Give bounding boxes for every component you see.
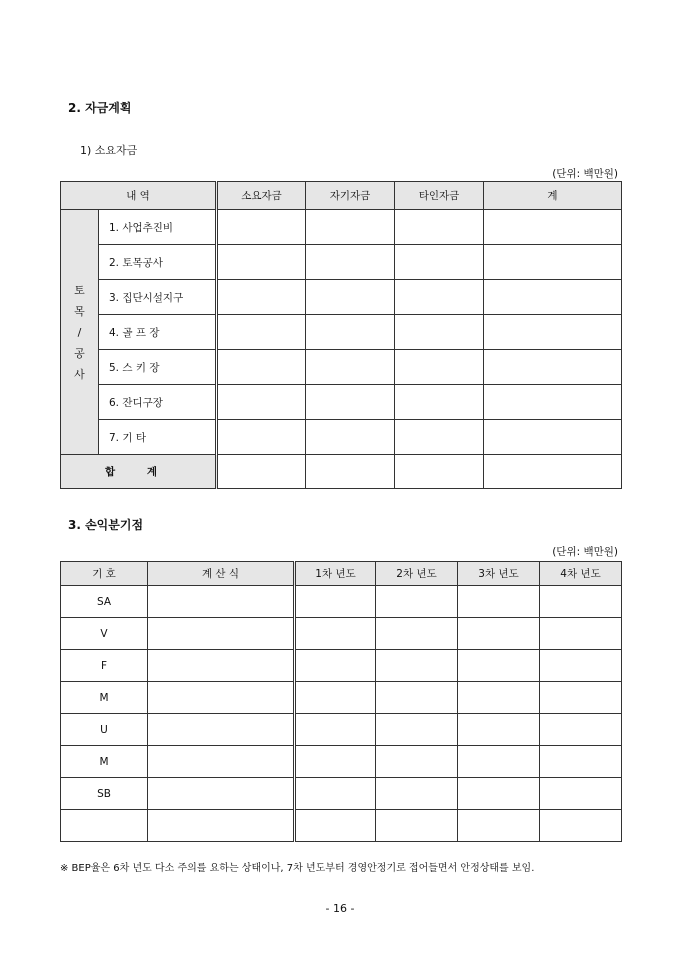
cell	[540, 650, 622, 682]
formula-cell	[148, 586, 295, 618]
cell	[217, 350, 306, 385]
cell	[458, 746, 540, 778]
cell	[395, 420, 484, 455]
footnote: ※ BEP율은 6차 년도 다소 주의를 요하는 상태이나, 7차 년도부터 경영안정기로 접어들면서 안정상태를 보임.	[60, 863, 535, 874]
cell	[295, 714, 376, 746]
cell	[376, 586, 458, 618]
cell	[458, 682, 540, 714]
cell	[217, 455, 306, 489]
cell	[306, 455, 395, 489]
cell	[306, 420, 395, 455]
header-item: 내 역	[61, 182, 217, 210]
side-label-char: 토	[74, 283, 85, 297]
cell	[540, 682, 622, 714]
cell	[395, 280, 484, 315]
formula-cell	[148, 618, 295, 650]
symbol-cell: F	[61, 650, 148, 682]
header-formula: 계 산 식	[148, 562, 295, 586]
cell	[458, 650, 540, 682]
header-year-4: 4차 년도	[540, 562, 622, 586]
page-number: - 16 -	[325, 902, 355, 915]
cell	[540, 714, 622, 746]
cell	[395, 455, 484, 489]
side-label-char: 사	[74, 367, 85, 381]
row-label: 2. 토목공사	[99, 245, 217, 280]
funding-table	[60, 181, 622, 489]
cell	[484, 420, 622, 455]
cell	[217, 280, 306, 315]
row-label: 5. 스 키 장	[99, 350, 217, 385]
cell	[376, 714, 458, 746]
cell	[484, 455, 622, 489]
cell	[376, 682, 458, 714]
section-2-title: 2. 자금계획	[68, 101, 132, 115]
cell	[484, 280, 622, 315]
cell	[295, 746, 376, 778]
formula-cell	[148, 714, 295, 746]
cell	[217, 210, 306, 245]
formula-cell	[148, 778, 295, 810]
formula-cell	[148, 682, 295, 714]
cell	[217, 385, 306, 420]
header-symbol: 기 호	[61, 562, 148, 586]
cell	[306, 315, 395, 350]
side-label	[61, 210, 99, 455]
cell	[540, 618, 622, 650]
cell	[484, 385, 622, 420]
cell	[458, 618, 540, 650]
symbol-cell	[61, 810, 148, 842]
header-own: 자기자금	[306, 182, 395, 210]
cell	[295, 618, 376, 650]
cell	[306, 350, 395, 385]
cell	[306, 280, 395, 315]
cell	[376, 618, 458, 650]
side-label-char: /	[77, 325, 82, 339]
header-year-3: 3차 년도	[458, 562, 540, 586]
header-year-2: 2차 년도	[376, 562, 458, 586]
cell	[540, 586, 622, 618]
header-other: 타인자금	[395, 182, 484, 210]
cell	[458, 714, 540, 746]
cell	[395, 385, 484, 420]
cell	[295, 650, 376, 682]
cell	[306, 385, 395, 420]
cell	[540, 810, 622, 842]
header-required: 소요자금	[217, 182, 306, 210]
cell	[376, 778, 458, 810]
section-2-subtitle: 1) 소요자금	[80, 144, 138, 157]
cell	[458, 778, 540, 810]
cell	[484, 350, 622, 385]
cell	[395, 350, 484, 385]
cell	[458, 586, 540, 618]
cell	[376, 746, 458, 778]
sum-label: 합 계	[61, 455, 217, 489]
cell	[217, 420, 306, 455]
section-2-unit: (단위: 백만원)	[552, 168, 618, 180]
bep-table	[60, 561, 622, 842]
formula-cell	[148, 746, 295, 778]
symbol-cell: SB	[61, 778, 148, 810]
row-label: 7. 기 타	[99, 420, 217, 455]
symbol-cell: V	[61, 618, 148, 650]
cell	[295, 682, 376, 714]
cell	[540, 778, 622, 810]
row-label: 6. 잔디구장	[99, 385, 217, 420]
cell	[306, 245, 395, 280]
cell	[540, 746, 622, 778]
row-label: 3. 집단시설지구	[99, 280, 217, 315]
cell	[306, 210, 395, 245]
cell	[217, 315, 306, 350]
side-label-char: 공	[74, 346, 85, 360]
cell	[484, 315, 622, 350]
cell	[484, 210, 622, 245]
symbol-cell: U	[61, 714, 148, 746]
formula-cell	[148, 650, 295, 682]
header-total: 계	[484, 182, 622, 210]
cell	[458, 810, 540, 842]
cell	[484, 245, 622, 280]
symbol-cell: M	[61, 746, 148, 778]
cell	[295, 810, 376, 842]
cell	[295, 586, 376, 618]
cell	[376, 810, 458, 842]
cell	[395, 245, 484, 280]
section-3-unit: (단위: 백만원)	[552, 546, 618, 558]
cell	[395, 210, 484, 245]
symbol-cell: SA	[61, 586, 148, 618]
row-label: 4. 골 프 장	[99, 315, 217, 350]
header-year-1: 1차 년도	[295, 562, 376, 586]
symbol-cell: M	[61, 682, 148, 714]
cell	[217, 245, 306, 280]
row-label: 1. 사업추진비	[99, 210, 217, 245]
cell	[376, 650, 458, 682]
section-3-title: 3. 손익분기점	[68, 518, 144, 532]
cell	[395, 315, 484, 350]
cell	[295, 778, 376, 810]
formula-cell	[148, 810, 295, 842]
side-label-char: 목	[74, 304, 85, 318]
